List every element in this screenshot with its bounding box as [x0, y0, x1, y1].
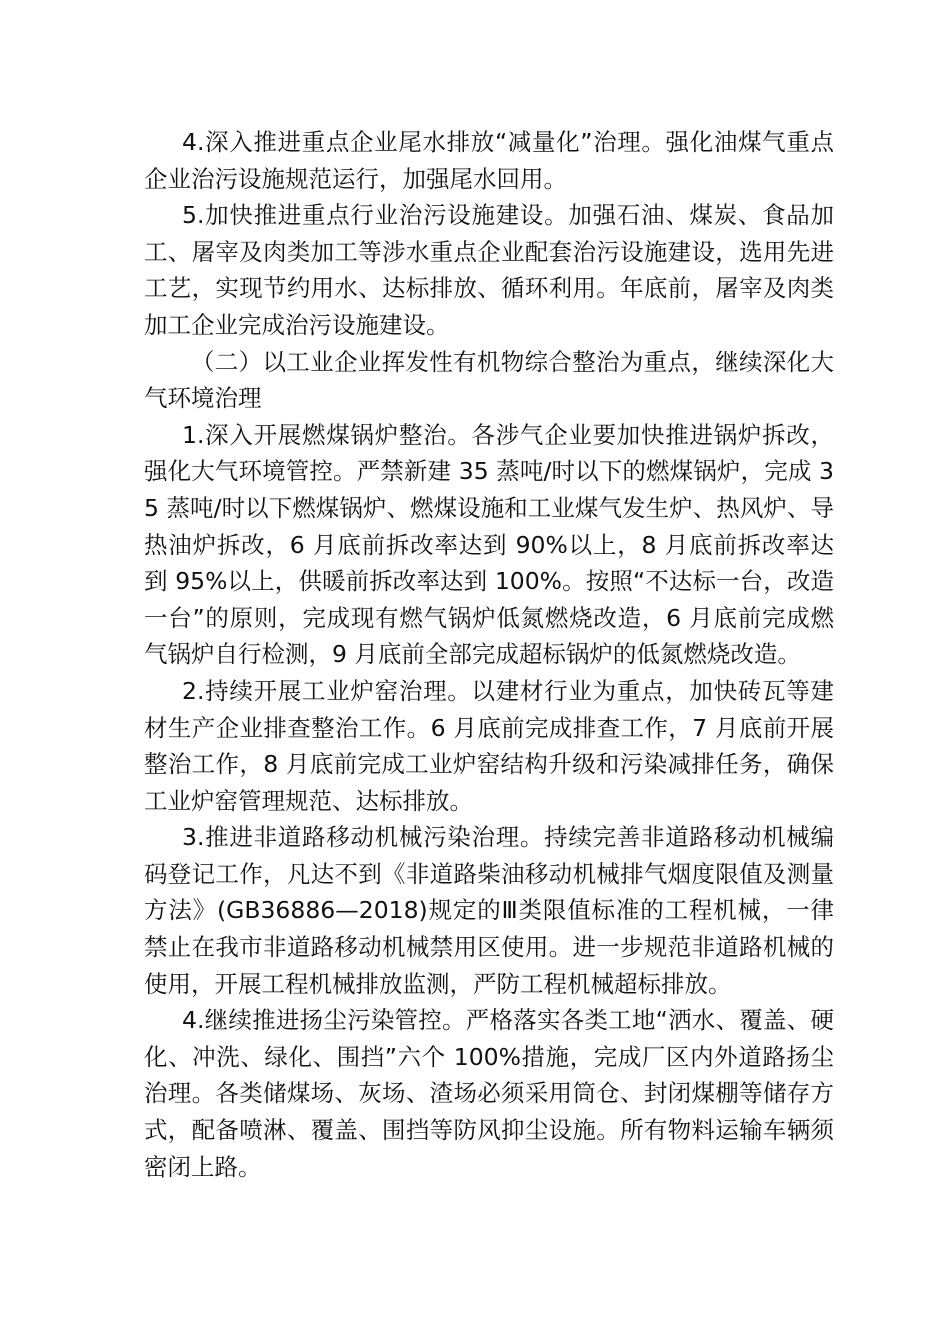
paragraph-item-4-dust-control: 4.继续推进扬尘污染管控。严格落实各类工地“洒水、覆盖、硬化、冲洗、绿化、围挡”六个 100%措施，完成厂区内外道路扬尘治理。各类储煤场、灰场、渣场必须采用筒仓、封闭煤棚等储存方式，配备喷淋、覆盖、围挡等防风抑尘设施。所有物料运输车辆须密闭上路。	[144, 1006, 834, 1181]
document-body	[144, 124, 834, 1185]
paragraph-item-2-industrial-kiln: 2.持续开展工业炉窑治理。以建材行业为重点，加快砖瓦等建材生产企业排查整治工作。6 月底前完成排查工作，7 月底前开展整治工作，8 月底前完成工业炉窑结构升级和污染减排任务，确保工业炉窑管理规范、达标排放。	[144, 676, 834, 815]
paragraph-item-4-wastewater-reduction: 4.深入推进重点企业尾水排放“减量化”治理。强化油煤气重点企业治污设施规范运行，加强尾水回用。	[144, 128, 834, 193]
paragraph-item-5-pollution-facilities: 5.加快推进重点行业治污设施建设。加强石油、煤炭、食品加工、屠宰及肉类加工等涉水重点企业配套治污设施建设，选用先进工艺，实现节约用水、达标排放、循环利用。年底前，屠宰及肉类加工企业完成治污设施建设。	[144, 201, 834, 339]
paragraph-item-1-coal-boiler: 1.深入开展燃煤锅炉整治。各涉气企业要加快推进锅炉拆改，强化大气环境管控。严禁新建 35 蒸吨/时以下的燃煤锅炉，完成 35 蒸吨/时以下燃煤锅炉、燃煤设施和工业煤气发生炉、热风炉、导热油炉拆改，6 月底前拆改率达到 90%以上，8 月底前拆改率达到 95%以上，供暖前拆改率达到 100%。按照“不达标一台，改造一台”的原则，完成现有燃气锅炉低氮燃烧改造，6 月底前完成燃气锅炉自行检测，9 月底前全部完成超标锅炉的低氮燃烧改造。	[144, 420, 834, 669]
paragraph-item-3-non-road-machinery: 3.推进非道路移动机械污染治理。持续完善非道路移动机械编码登记工作，凡达不到《非道路柴油移动机械排气烟度限值及测量方法》(GB36886—2018)规定的Ⅲ类限值标准的工程机械，一律禁止在我市非道路移动机械禁用区使用。进一步规范非道路机械的使用，开展工程机械排放监测，严防工程机械超标排放。	[144, 823, 834, 998]
section-heading-air-environment: （二）以工业企业挥发性有机物综合整治为重点，继续深化大气环境治理	[144, 347, 834, 413]
